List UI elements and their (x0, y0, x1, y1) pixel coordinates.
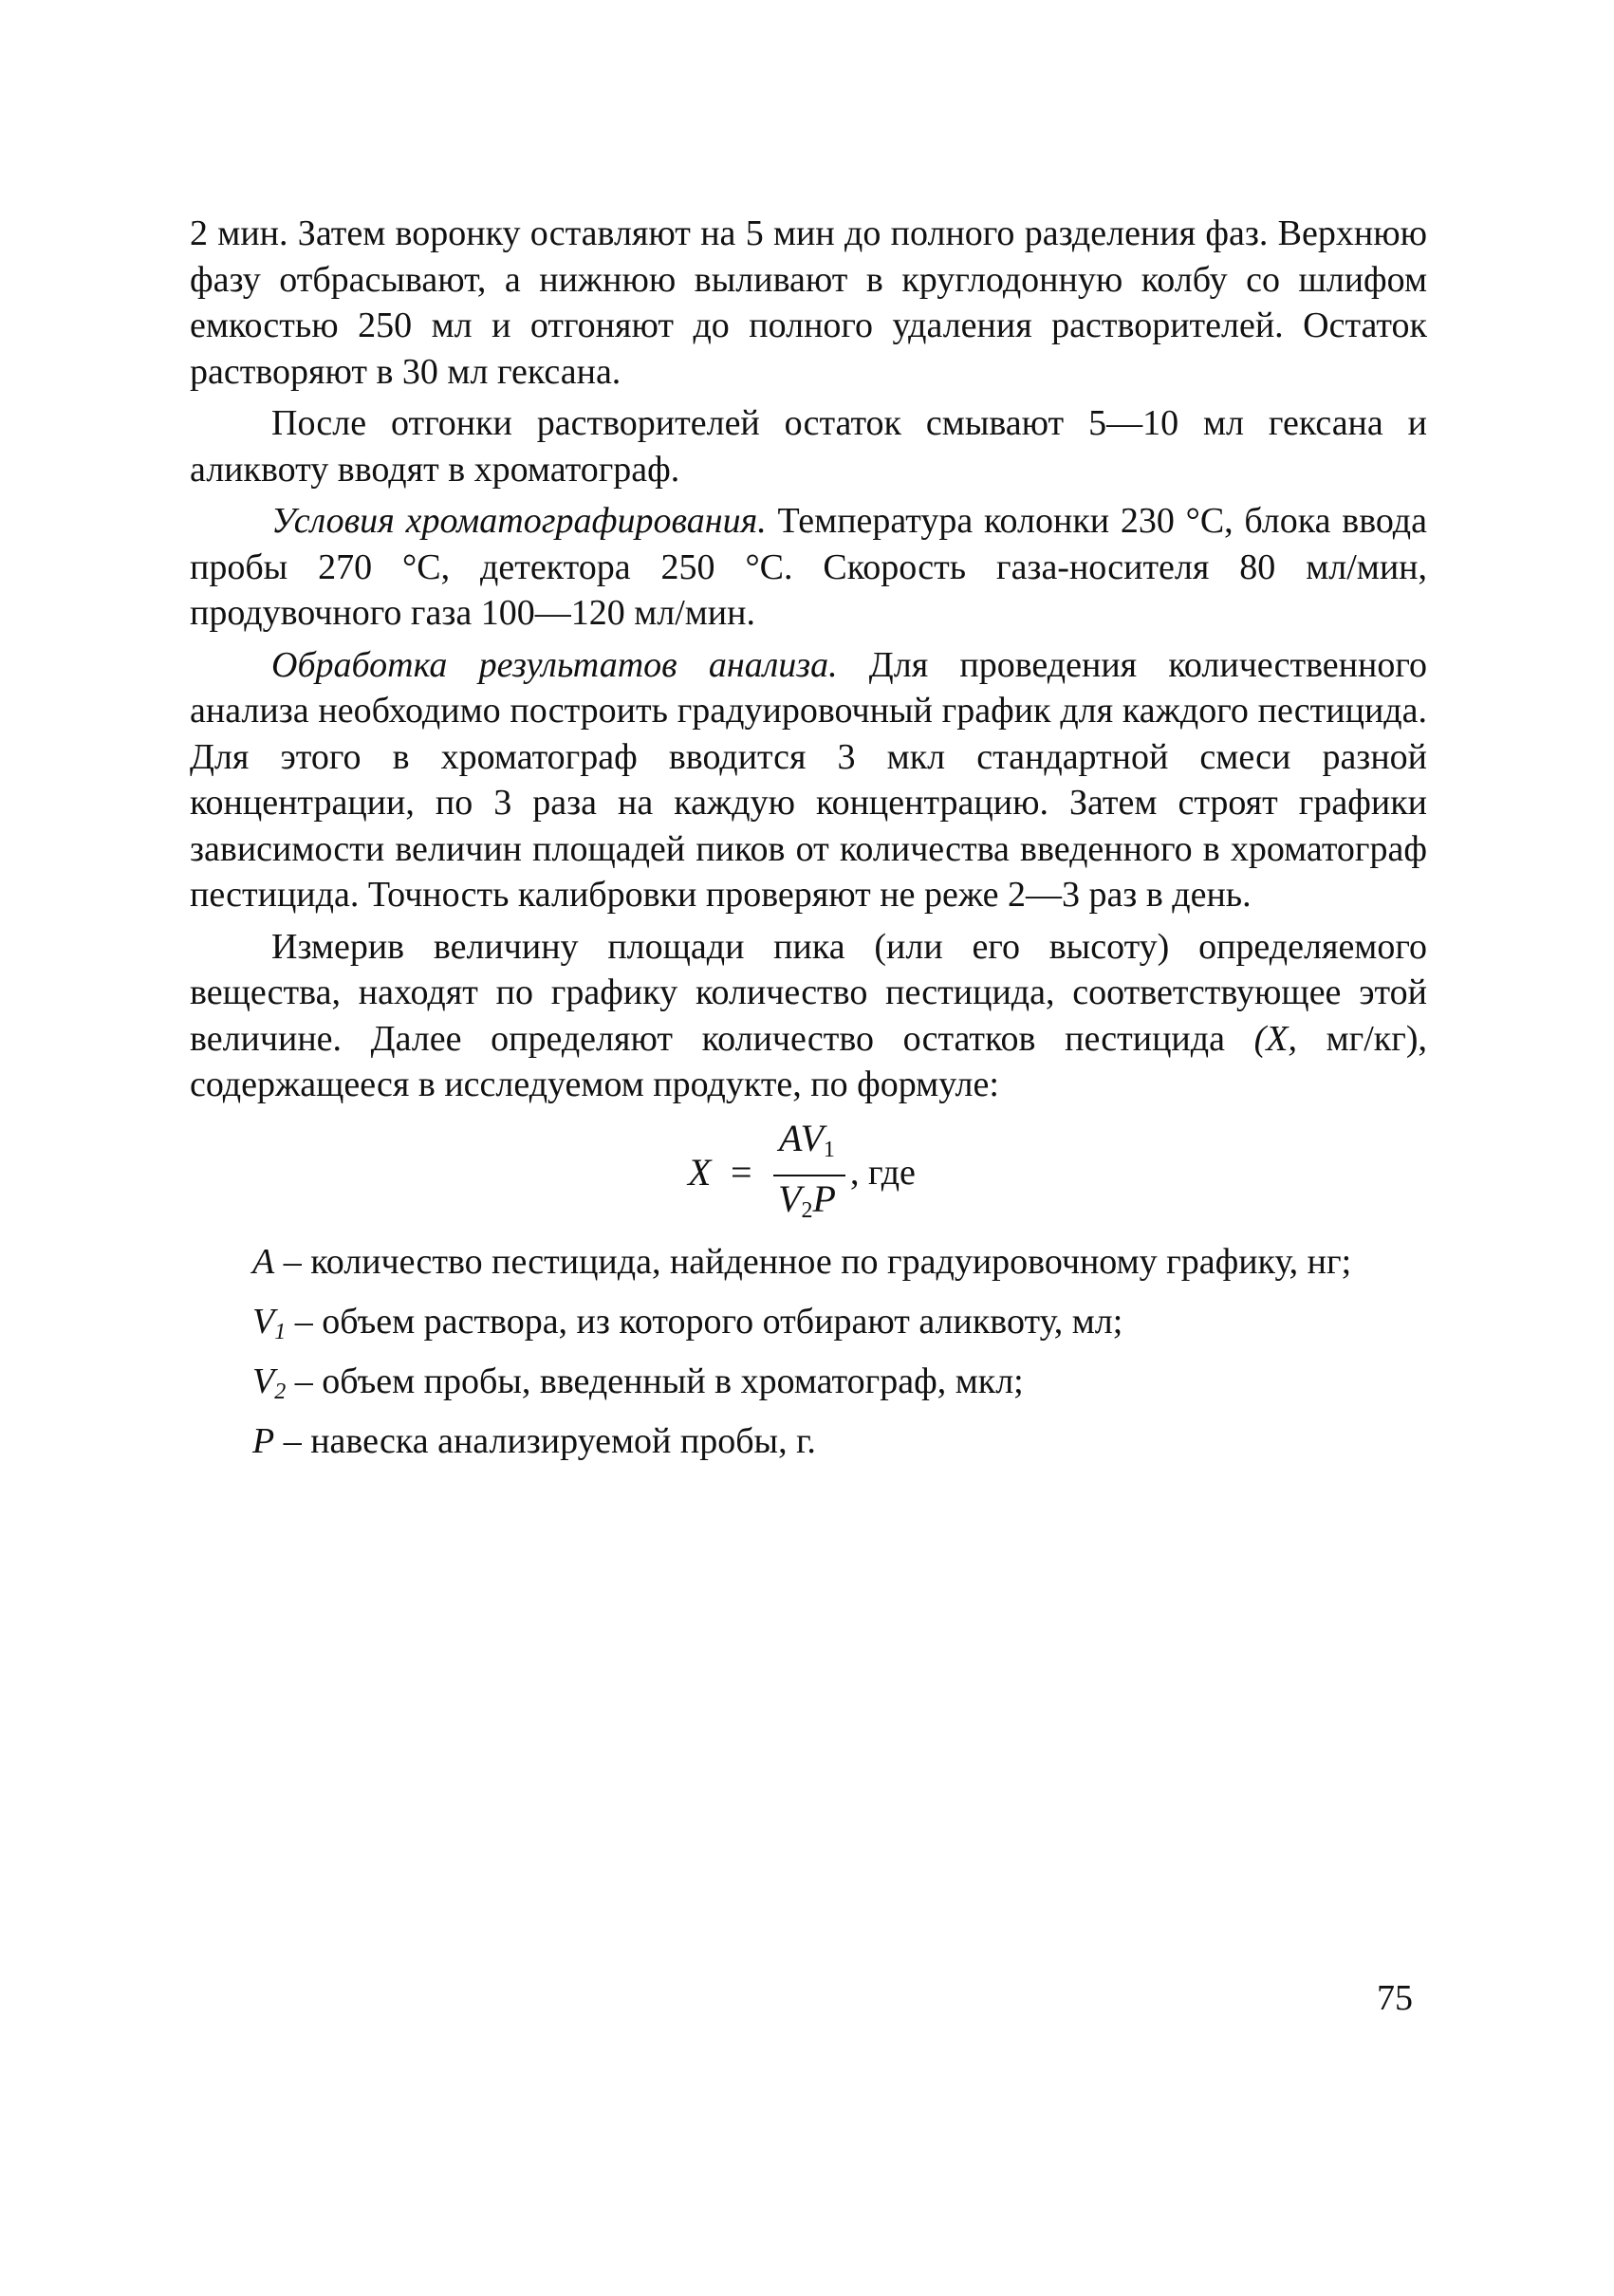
measurement-text-end: мг/кг), содержащееся в исследуемом продукте, по формуле: (190, 1018, 1427, 1104)
document-page (190, 211, 1427, 1476)
formula-denominator (778, 1176, 836, 1234)
section-heading-results: Обработка результатов анализа. (271, 644, 838, 685)
paragraph-chromatography-conditions (190, 498, 1427, 637)
definition-symbol (252, 1242, 274, 1282)
paragraph-measurement (190, 924, 1427, 1108)
definition-symbol (252, 1302, 286, 1342)
formula-numerator (779, 1116, 835, 1174)
formula-numerator-main: AV (779, 1116, 824, 1159)
page-number: 75 (1377, 1978, 1413, 2018)
definition-symbol-letter: V (252, 1361, 275, 1401)
formula-lhs: X (688, 1150, 712, 1194)
definition-item (252, 1357, 1427, 1416)
formula-equals: = (731, 1150, 752, 1194)
measurement-paren: ( (1253, 1018, 1267, 1059)
definition-item (252, 1237, 1427, 1297)
paragraph-results-processing (190, 642, 1427, 918)
formula-tail: , где (850, 1152, 916, 1193)
definition-text: – объем раствора, из которого отбирают аликвоту, мл; (286, 1301, 1123, 1342)
paragraph-2: После отгонки растворителей остаток смывают 5—10 мл гексана и аликвоту вводят в хроматограф. (190, 403, 1427, 490)
definition-item (252, 1416, 1427, 1476)
definition-text: – объем пробы, введенный в хроматограф, мкл; (286, 1361, 1024, 1401)
definition-symbol (252, 1421, 274, 1461)
formula-numerator-sub: 1 (823, 1137, 835, 1162)
definition-text: – навеска анализируемой пробы, г. (274, 1420, 816, 1461)
definition-text: – количество пестицида, найденное по градуировочному графику, нг; (274, 1241, 1352, 1282)
definition-symbol-letter: A (252, 1241, 275, 1282)
formula (190, 1116, 1427, 1228)
definition-symbol-sub: 1 (274, 1319, 287, 1344)
formula-denominator-v: V (778, 1176, 802, 1220)
measurement-variable: X, (1266, 1018, 1297, 1059)
measurement-text-start: Измерив величину площади пика (или его высоту) определяемого вещества, находят по графику количество пестицида, соответствующее этой величине. Далее определяют количество остатков пестицида (190, 926, 1427, 1059)
definition-symbol (252, 1361, 287, 1404)
formula-denominator-rest: P (812, 1176, 836, 1220)
formula-denominator-sub: 2 (801, 1197, 813, 1223)
definition-symbol-letter: P (252, 1420, 275, 1461)
definition-symbol-letter: V (252, 1301, 275, 1342)
conditions-text: Температура колонки 230 °С, блока ввода пробы 270 °С, детектора 250 °С. Скорость газа-носителя 80 мл/мин, продувочного газа 100—120 мл/мин. (190, 501, 1427, 633)
definition-item (252, 1297, 1427, 1357)
definitions-list (252, 1237, 1427, 1476)
paragraph-1: 2 мин. Затем воронку оставляют на 5 мин до полного разделения фаз. Верхнюю фазу отбрасывают, а нижнюю выливают в круглодонную колбу со шлифом емкостью 250 мл и отгоняют до полного удаления растворителей. Остаток растворяют в 30 мл гексана. (190, 213, 1427, 392)
definition-symbol-sub: 2 (274, 1379, 287, 1404)
section-heading-conditions: Условия хроматографирования. (271, 501, 767, 541)
results-text: Для проведения количественного анализа необходимо построить градуировочный график для каждого пестицида. Для этого в хроматограф вводится 3 мкл стандартной смеси разной концентрации, по 3 раза на каждую концентрацию. Затем строят графики зависимости величин площадей пиков от количества введенного в хроматограф пестицида. Точность калибровки проверяют не реже 2—3 раз в день. (190, 644, 1427, 915)
